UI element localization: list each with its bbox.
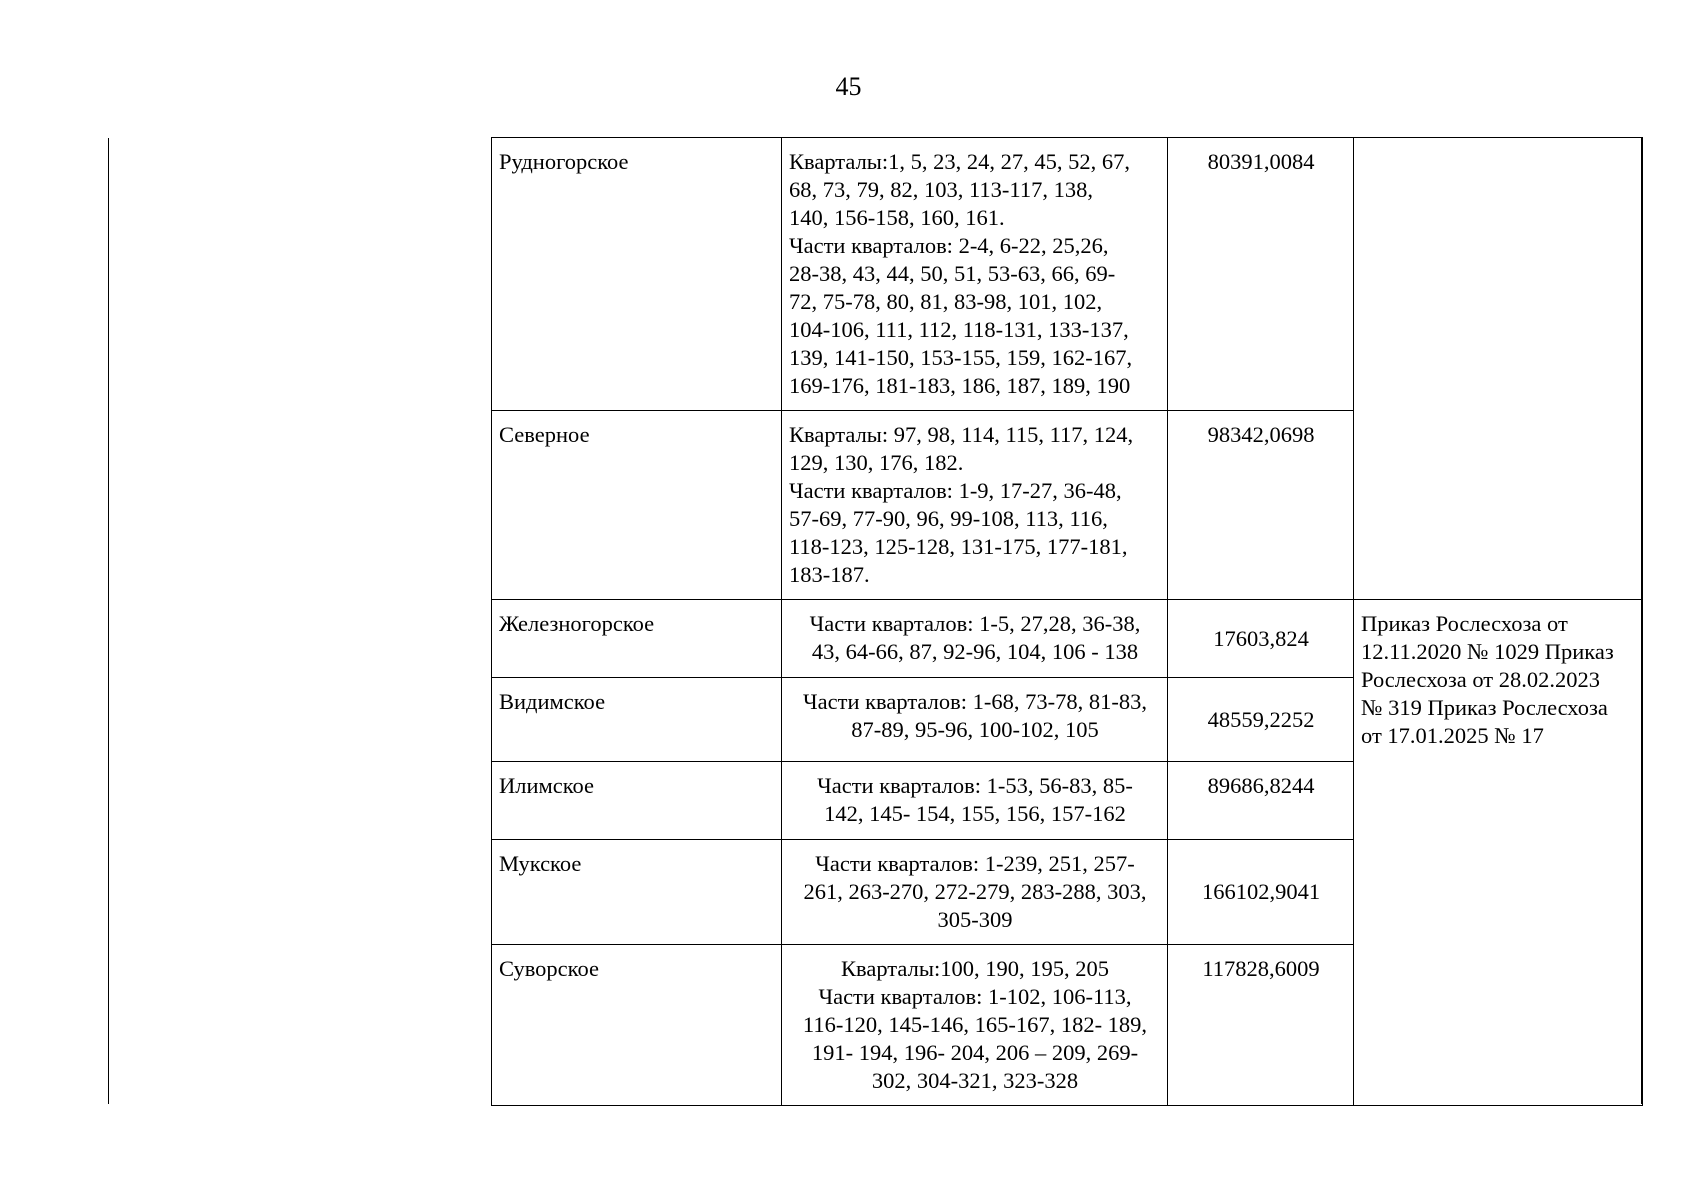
quarters-line: 104-106, 111, 112, 118-131, 133-137, <box>789 317 1129 342</box>
forestry-table <box>491 137 1643 1106</box>
quarters-line: 302, 304-321, 323-328 <box>871 1068 1079 1093</box>
forestry-name-cell: Мукское <box>492 840 782 945</box>
basis-line: от 17.01.2025 № 17 <box>1361 723 1544 748</box>
quarters-line: 118-123, 125-128, 131-175, 177-181, <box>789 534 1128 559</box>
area-cell: 166102,9041 <box>1168 840 1354 945</box>
quarters-line: 57-69, 77-90, 96, 99-108, 113, 116, <box>789 506 1108 531</box>
quarters-line: Части кварталов: 2-4, 6-22, 25,26, <box>789 233 1109 258</box>
quarters-line: Части кварталов: 1-53, 56-83, 85- <box>817 773 1133 798</box>
quarters-line: 261, 263-270, 272-279, 283-288, 303, <box>803 879 1147 904</box>
forestry-name-cell: Северное <box>492 411 782 600</box>
quarters-line: 191- 194, 196- 204, 206 – 209, 269- <box>811 1040 1139 1065</box>
quarters-cell <box>782 138 1168 411</box>
basis-line: Приказ Рослесхоза от <box>1361 611 1568 636</box>
quarters-cell <box>782 762 1168 840</box>
quarters-line: Части кварталов: 1-239, 251, 257- <box>815 851 1135 876</box>
quarters-line: 305-309 <box>937 907 1013 932</box>
quarters-line: 68, 73, 79, 82, 103, 113-117, 138, <box>789 177 1093 202</box>
quarters-line: 72, 75-78, 80, 81, 83-98, 101, 102, <box>789 289 1103 314</box>
forestry-name-cell: Видимское <box>492 678 782 762</box>
basis-cell <box>1354 600 1643 1106</box>
quarters-cell <box>782 945 1168 1106</box>
basis-cell-empty <box>1354 138 1643 600</box>
basis-line: № 319 Приказ Рослесхоза <box>1361 695 1608 720</box>
forestry-name-cell: Суворское <box>492 945 782 1106</box>
quarters-line: Части кварталов: 1-68, 73-78, 81-83, <box>803 689 1147 714</box>
forestry-name-cell: Илимское <box>492 762 782 840</box>
area-cell: 48559,2252 <box>1168 678 1354 762</box>
quarters-cell <box>782 678 1168 762</box>
quarters-line: 116-120, 145-146, 165-167, 182- 189, <box>802 1012 1148 1037</box>
quarters-line: 43, 64-66, 87, 92-96, 104, 106 - 138 <box>811 639 1139 664</box>
table-row <box>492 600 1643 678</box>
area-cell: 98342,0698 <box>1168 411 1354 600</box>
quarters-line: 139, 141-150, 153-155, 159, 162-167, <box>789 345 1133 370</box>
table-row <box>492 138 1643 411</box>
quarters-line: Кварталы:100, 190, 195, 205 <box>841 956 1109 981</box>
quarters-line: 142, 145- 154, 155, 156, 157-162 <box>824 801 1126 826</box>
quarters-line: Части кварталов: 1-5, 27,28, 36-38, <box>809 611 1141 636</box>
quarters-line: 87-89, 95-96, 100-102, 105 <box>851 717 1099 742</box>
quarters-line: 183-187. <box>789 562 870 587</box>
quarters-line: 28-38, 43, 44, 50, 51, 53-63, 66, 69- <box>789 261 1116 286</box>
quarters-line: Части кварталов: 1-102, 106-113, <box>818 984 1132 1009</box>
basis-line: Рослесхоза от 28.02.2023 <box>1361 667 1601 692</box>
area-cell: 117828,6009 <box>1168 945 1354 1106</box>
quarters-cell <box>782 840 1168 945</box>
quarters-line: 140, 156-158, 160, 161. <box>789 205 1005 230</box>
quarters-line: 169-176, 181-183, 186, 187, 189, 190 <box>789 373 1131 398</box>
quarters-cell <box>782 600 1168 678</box>
quarters-cell <box>782 411 1168 600</box>
area-cell: 89686,8244 <box>1168 762 1354 840</box>
left-margin-rule <box>108 138 109 1104</box>
quarters-line: Кварталы:1, 5, 23, 24, 27, 45, 52, 67, <box>789 149 1131 174</box>
basis-line: 12.11.2020 № 1029 Приказ <box>1361 639 1614 664</box>
forestry-name-cell: Железногорское <box>492 600 782 678</box>
quarters-line: Кварталы: 97, 98, 114, 115, 117, 124, <box>789 422 1134 447</box>
area-cell: 80391,0084 <box>1168 138 1354 411</box>
quarters-line: 129, 130, 176, 182. <box>789 450 964 475</box>
area-cell: 17603,824 <box>1168 600 1354 678</box>
forestry-name-cell: Рудногорское <box>492 138 782 411</box>
page-number: 45 <box>835 72 862 101</box>
quarters-line: Части кварталов: 1-9, 17-27, 36-48, <box>789 478 1122 503</box>
